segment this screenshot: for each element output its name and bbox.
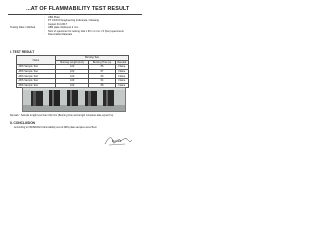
report-page [0,0,149,198]
info-value: August 3rd 2017 [48,22,68,26]
info-label [10,33,44,36]
cell-name: ABS Sample Test [17,74,56,79]
cell-name: ABS Sample Test [17,78,56,83]
info-value: Flammable Materials [48,33,73,37]
cell-length: 100 [56,78,89,83]
cell-remark: Flame [115,83,128,88]
header-remark: Remark [115,60,128,65]
section-test-result: I. TEST RESULT [10,50,35,54]
info-block [10,16,142,36]
info-value: ABS plate thickness 2 mm [48,26,79,30]
report-title: ...AT OF FLAMMABILITY TEST RESULT [26,6,130,12]
cell-name: ABS Sample Test [17,69,56,74]
info-value: ABS Plate [48,16,60,19]
info-value: Size of specimen for testing 13ø x 60 x 2 mm x 5 (five) specimens [48,29,124,33]
cell-remark: Flame [115,78,128,83]
remark-note: Remark : Sample length less than 100 mm (Burning time and length complete date equal 0 s). [10,114,114,117]
section-conclusion: II. CONCLUSION [10,121,35,125]
info-value: PT XXXXX Engineering Indonesia, Cikarang [48,19,99,23]
info-separator: : [44,22,45,26]
title-divider [8,14,142,15]
cell-name: ABS Sample Test [17,83,56,88]
cell-remark: Flame [115,65,128,70]
info-separator: : [44,33,45,37]
header-burning-time: Burning Time (s) [89,60,115,65]
cell-name: ABS Sample Test [17,65,56,70]
info-separator: : [44,16,45,19]
signature-name: Mypedia [112,140,122,143]
info-row [10,33,142,36]
cell-time: 65 [89,65,115,70]
burning-test-table [16,55,129,88]
specimen-photo-image [23,88,125,111]
info-separator: : [44,19,45,23]
header-burning-test: Burning Test [56,56,129,61]
info-separator: : [44,26,45,30]
specimen-photo [22,87,126,112]
cell-length: 100 [56,74,89,79]
cell-length: 100 [56,83,89,88]
cell-remark: Flame [115,74,128,79]
cell-length: 100 [56,65,89,70]
cell-time: 66 [89,74,115,79]
info-label: Testing Date / Method [10,26,36,30]
info-separator: : [44,29,45,33]
cell-time: 67 [89,69,115,74]
cell-remark: Flame [115,69,128,74]
header-burning-length: Burning Length (mm) [56,60,89,65]
conclusion-text: According to NWSD2021 flammability test of ABS plate samples were Burn [14,126,97,129]
cell-time: 68 [89,83,115,88]
header-name: Name [17,56,56,65]
cell-length: 100 [56,69,89,74]
cell-time: 64 [89,78,115,83]
